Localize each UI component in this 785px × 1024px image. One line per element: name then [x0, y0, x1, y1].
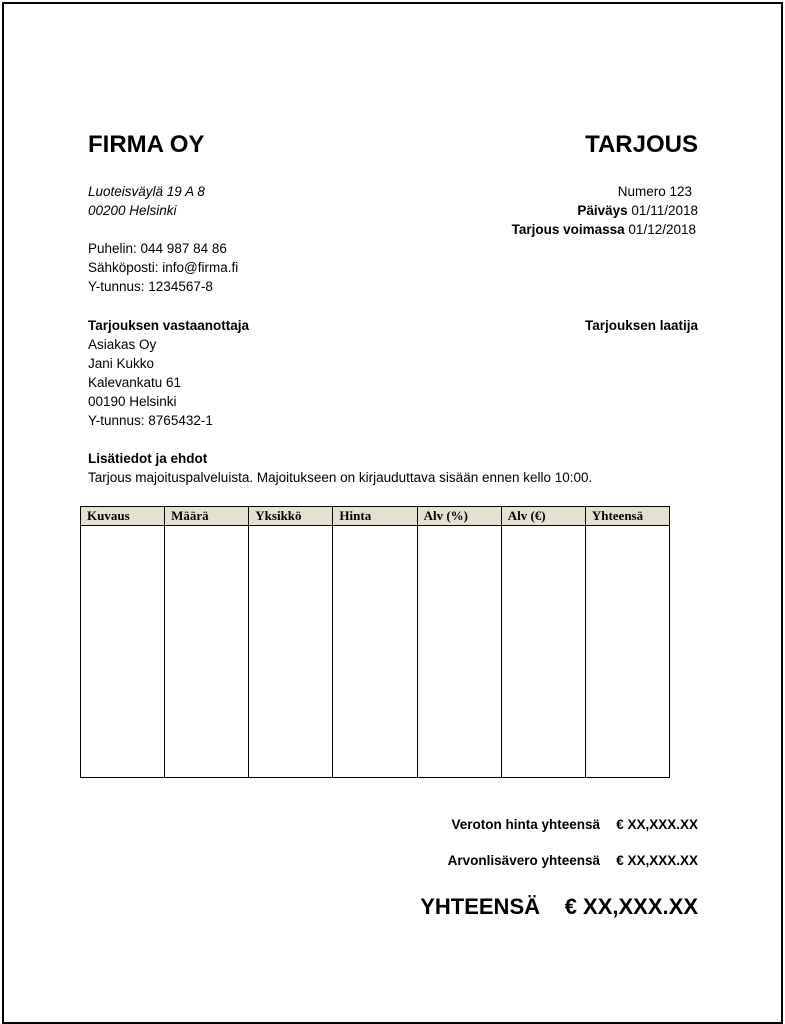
document-number: Numero 123 — [617, 184, 692, 199]
recipient-city: 00190 Helsinki — [88, 394, 177, 409]
column-header-total: Yhteensä — [585, 507, 669, 526]
company-address-street: Luoteisväylä 19 A 8 — [88, 184, 205, 199]
company-email: Sähköposti: info@firma.fi — [88, 260, 239, 275]
column-header-price: Hinta — [333, 507, 417, 526]
vat-total-label: Arvonlisävero yhteensä — [447, 853, 600, 868]
details-block — [88, 449, 592, 487]
items-table-header-row — [81, 507, 670, 526]
recipient-company: Asiakas Oy — [88, 337, 157, 352]
recipient-heading: Tarjouksen vastaanottaja — [88, 318, 250, 333]
cell-total — [585, 526, 669, 778]
grand-total-label: YHTEENSÄ — [420, 894, 540, 919]
company-name: FIRMA OY — [88, 131, 205, 158]
net-total-value: € XX,XXX.XX — [616, 817, 698, 832]
document-date — [512, 201, 698, 220]
cell-unit — [249, 526, 333, 778]
company-address — [88, 182, 205, 220]
recipient-street: Kalevankatu 61 — [88, 375, 182, 390]
cell-price — [333, 526, 417, 778]
vat-total-value: € XX,XXX.XX — [616, 853, 698, 868]
details-heading: Lisätiedot ja ehdot — [88, 451, 208, 466]
company-contact — [88, 239, 238, 296]
document-title: TARJOUS — [585, 131, 698, 158]
validity-label: Tarjous voimassa — [511, 222, 625, 237]
cell-description — [81, 526, 165, 778]
items-table — [80, 506, 670, 778]
document-validity — [512, 220, 698, 239]
recipient-person: Jani Kukko — [88, 356, 155, 371]
recipient-business-id: Y-tunnus: 8765432-1 — [88, 413, 213, 428]
date-value: 01/11/2018 — [631, 203, 698, 218]
cell-quantity — [165, 526, 249, 778]
company-business-id: Y-tunnus: 1234567-8 — [88, 279, 213, 294]
column-header-vat-percent: Alv (%) — [417, 507, 501, 526]
cell-vat-amount — [501, 526, 585, 778]
document-meta — [512, 182, 698, 239]
column-header-quantity: Määrä — [165, 507, 249, 526]
recipient-block — [88, 316, 249, 430]
table-row — [81, 526, 670, 778]
details-text: Tarjous majoituspalveluista. Majoitukseen on kirjauduttava sisään ennen kello 10:00. — [88, 470, 593, 485]
cell-vat-percent — [417, 526, 501, 778]
company-phone: Puhelin: 044 987 84 86 — [88, 241, 227, 256]
date-label: Päiväys — [577, 203, 628, 218]
company-address-city: 00200 Helsinki — [88, 203, 177, 218]
grand-total-value: € XX,XXX.XX — [564, 894, 698, 919]
preparer-heading: Tarjouksen laatija — [584, 318, 698, 333]
net-total-label: Veroton hinta yhteensä — [451, 817, 600, 832]
column-header-description: Kuvaus — [81, 507, 165, 526]
validity-value: 01/12/2018 — [628, 222, 696, 237]
column-header-vat-amount: Alv (€) — [501, 507, 585, 526]
column-header-unit: Yksikkö — [249, 507, 333, 526]
